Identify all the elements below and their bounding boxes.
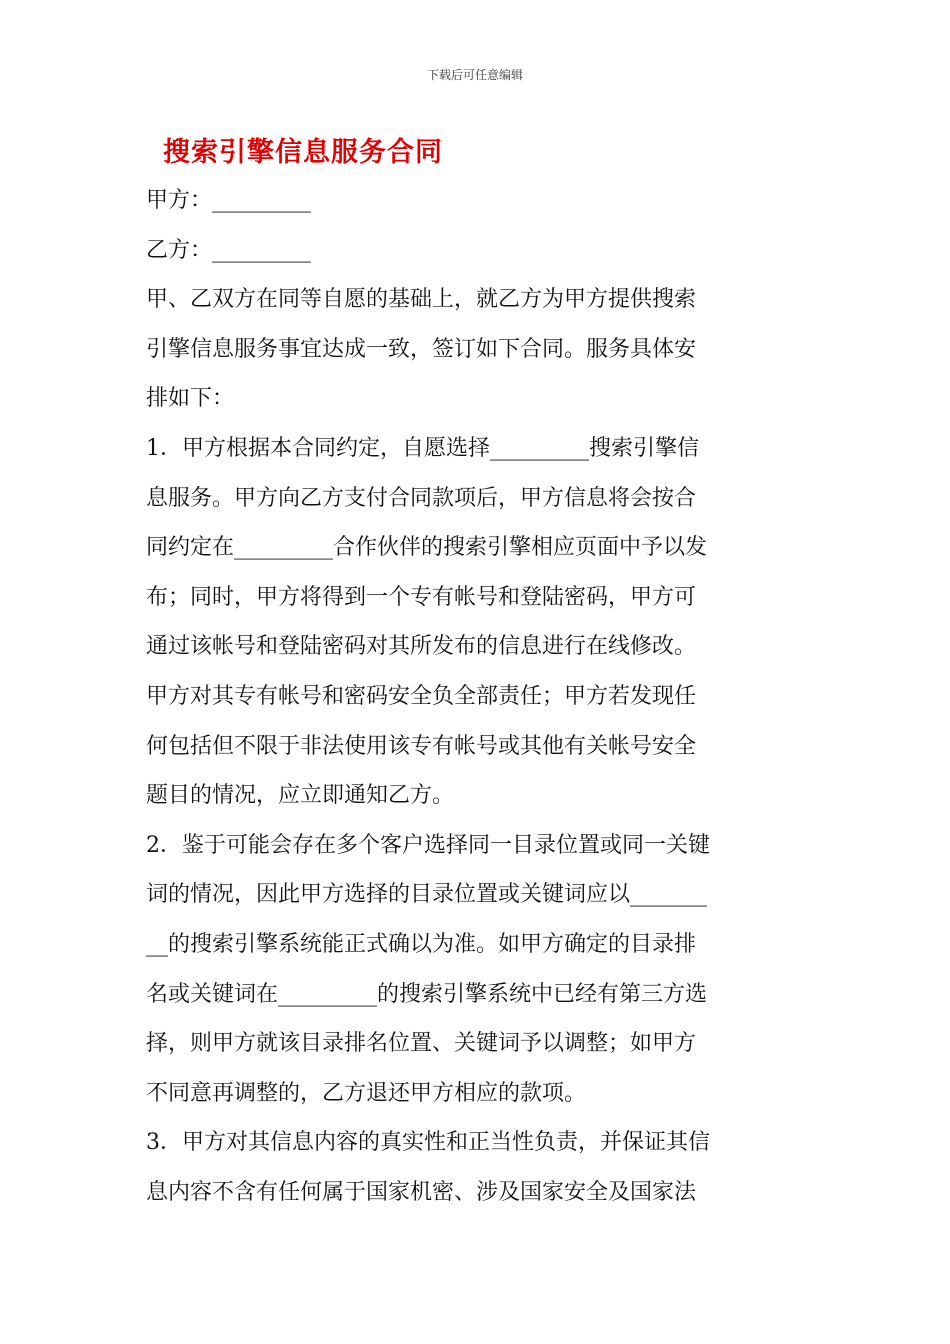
party-a-line: 甲方：_________ (146, 188, 312, 213)
text-line: 布；同时，甲方将得到一个专有帐号和登陆密码，甲方可 (146, 584, 697, 610)
text-line: 甲、乙双方在同等自愿的基础上，就乙方为甲方提供搜索 (146, 287, 697, 313)
text-line: 词的情况，因此甲方选择的目录位置或关键词应以_______ (146, 882, 708, 908)
text-line: 名或关键词在_________的搜索引擎系统中已经有第三方选 (146, 981, 708, 1007)
text-line: 排如下： (146, 386, 235, 412)
clause-3-line: 3．甲方对其信息内容的真实性和正当性负责，并保证其信 (146, 1130, 710, 1156)
text-line: 题目的情况，应立即通知乙方。 (146, 783, 455, 809)
text-line: 同约定在_________合作伙伴的搜索引擎相应页面中予以发 (146, 535, 708, 561)
contract-body (146, 176, 811, 1217)
text-line: 不同意再调整的，乙方退还甲方相应的款项。 (146, 1080, 587, 1106)
text-line: 何包括但不限于非法使用该专有帐号或其他有关帐号安全 (146, 733, 697, 759)
text-line: __的搜索引擎系统能正式确以为准。如甲方确定的目录排 (146, 931, 697, 957)
party-b-line: 乙方：_________ (146, 237, 312, 263)
text-line: 择，则甲方就该目录排名位置、关键词予以调整；如甲方 (146, 1031, 697, 1057)
text-line: 通过该帐号和登陆密码对其所发布的信息进行在线修改。 (146, 634, 697, 660)
clause-1-line: 1．甲方根据本合同约定，自愿选择_________搜索引擎信 (146, 435, 699, 461)
text-line: 甲方对其专有帐号和密码安全负全部责任；甲方若发现任 (146, 683, 697, 709)
document-title: 搜索引擎信息服务合同 (163, 137, 443, 168)
text-line: 引擎信息服务事宜达成一致，签订如下合同。服务具体安 (146, 336, 697, 362)
header-note: 下载后可任意编辑 (426, 68, 523, 82)
text-line: 息内容不含有任何属于国家机密、涉及国家安全及国家法 (146, 1179, 697, 1205)
clause-2-line: 2．鉴于可能会存在多个客户选择同一目录位置或同一关键 (146, 832, 710, 858)
text-line: 息服务。甲方向乙方支付合同款项后，甲方信息将会按合 (146, 485, 697, 511)
